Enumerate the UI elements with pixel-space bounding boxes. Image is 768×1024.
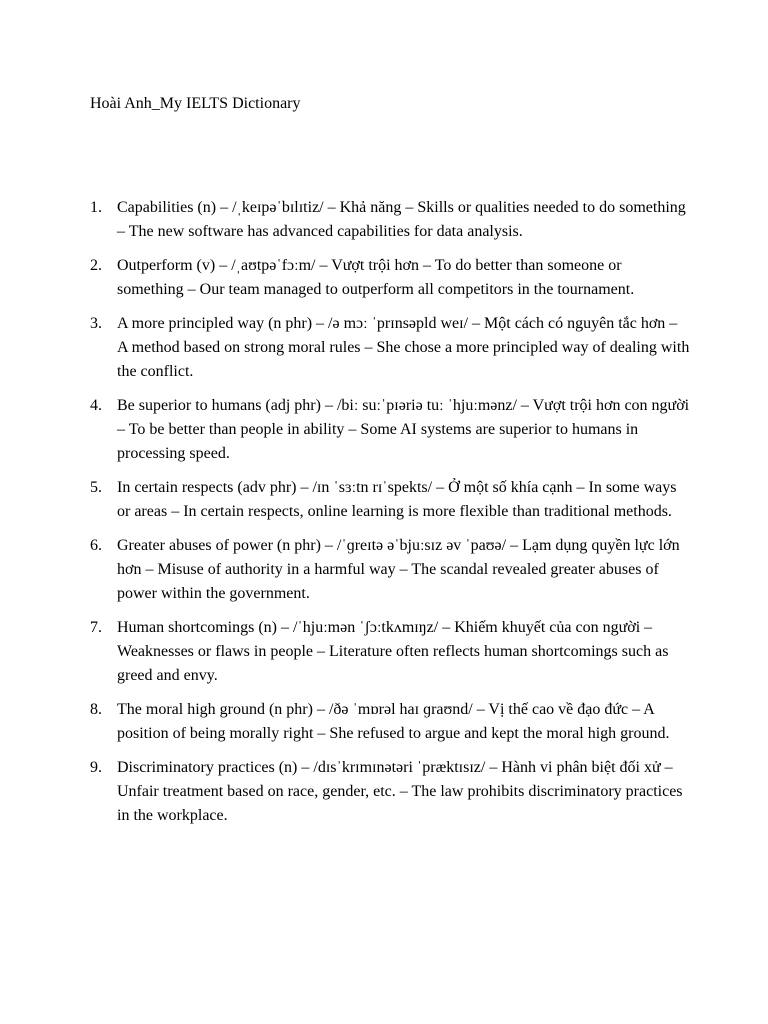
entry-number: 3. <box>90 315 102 332</box>
entry-number: 7. <box>90 619 102 636</box>
vocabulary-entry <box>90 394 690 466</box>
document-title: Hoài Anh_My IELTS Dictionary <box>90 95 301 112</box>
entry-text: Greater abuses of power (n phr) – /ˈɡreɪtə əˈbjuːsɪz əv ˈpaʊə/ – Lạm dụng quyền lực lớn hơn – Misuse of authority in a harmful way – The scandal revealed greater abuses of power within the government. <box>117 537 680 602</box>
vocabulary-list <box>90 196 690 838</box>
vocabulary-entry <box>90 312 690 384</box>
vocabulary-entry <box>90 196 690 244</box>
entry-text: In certain respects (adv phr) – /ɪn ˈsɜːtn rɪˈspekts/ – Ở một số khía cạnh – In some ways or areas – In certain respects, online learning is more flexible than traditional methods. <box>117 479 677 520</box>
entry-number: 1. <box>90 199 102 216</box>
entry-number: 9. <box>90 759 102 776</box>
entry-text: Capabilities (n) – /ˌkeɪpəˈbɪlɪtiz/ – Khả năng – Skills or qualities needed to do something – The new software has advanced capabilities for data analysis. <box>117 199 686 240</box>
vocabulary-entry <box>90 756 690 828</box>
vocabulary-entry <box>90 254 690 302</box>
vocabulary-entry <box>90 616 690 688</box>
entry-text: Human shortcomings (n) – /ˈhjuːmən ˈʃɔːtkʌmɪŋz/ – Khiếm khuyết của con người – Weaknesses or flaws in people – Literature often reflects human shortcomings such as greed and envy. <box>117 619 669 684</box>
entry-number: 6. <box>90 537 102 554</box>
entry-text: Be superior to humans (adj phr) – /biː suːˈpɪəriə tuː ˈhjuːmənz/ – Vượt trội hơn con người – To be better than people in ability – Some AI systems are superior to humans in processing speed. <box>117 397 690 462</box>
entry-text: The moral high ground (n phr) – /ðə ˈmɒrəl haɪ ɡraʊnd/ – Vị thế cao về đạo đức – A position of being morally right – She refused to argue and kept the moral high ground. <box>117 701 670 742</box>
vocabulary-entry <box>90 476 690 524</box>
entry-number: 5. <box>90 479 102 496</box>
entry-number: 2. <box>90 257 102 274</box>
entry-text: A more principled way (n phr) – /ə mɔː ˈprɪnsəpld weɪ/ – Một cách có nguyên tắc hơn – A method based on strong moral rules – She chose a more principled way of dealing with the conflict. <box>117 315 690 380</box>
vocabulary-entry <box>90 698 690 746</box>
entry-number: 8. <box>90 701 102 718</box>
entry-text: Discriminatory practices (n) – /dɪsˈkrɪmɪnətəri ˈpræktɪsɪz/ – Hành vi phân biệt đối xử – Unfair treatment based on race, gender, etc. – The law prohibits discriminatory practices in the workplace. <box>117 759 683 824</box>
vocabulary-entry <box>90 534 690 606</box>
entry-text: Outperform (v) – /ˌaʊtpəˈfɔːm/ – Vượt trội hơn – To do better than someone or something – Our team managed to outperform all competitors in the tournament. <box>117 257 635 298</box>
entry-number: 4. <box>90 397 102 414</box>
